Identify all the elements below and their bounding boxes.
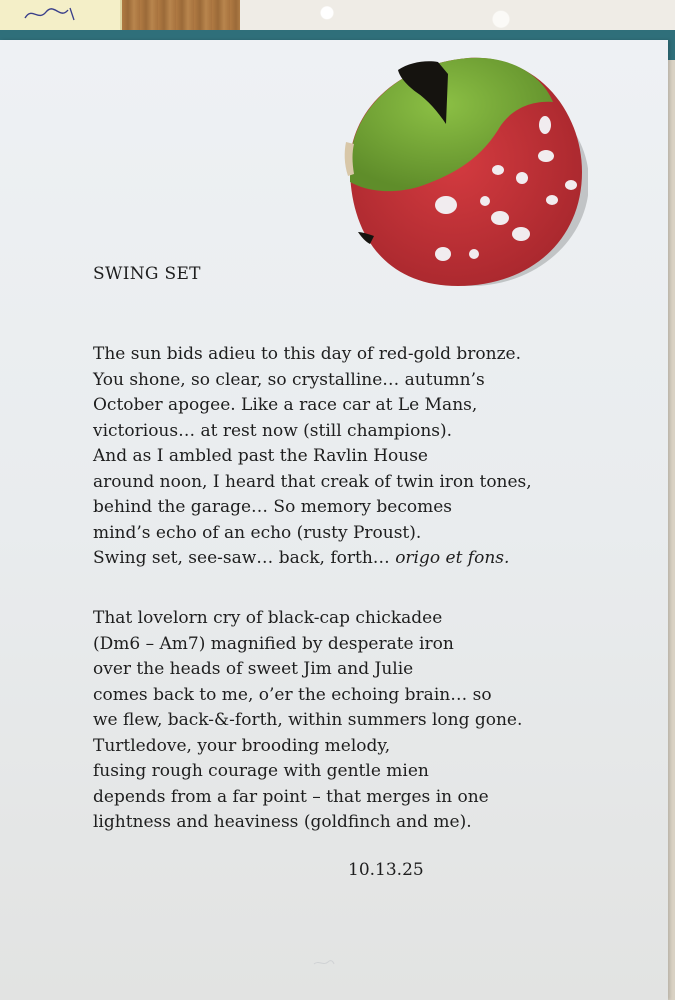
poem-line: over the heads of sweet Jim and Julie bbox=[93, 659, 414, 679]
background-top-strip bbox=[0, 0, 675, 34]
paper-towel bbox=[240, 0, 675, 32]
poem-line: we flew, back-&-forth, within summers long gone. bbox=[93, 710, 523, 730]
scribble-icon bbox=[20, 4, 90, 24]
poem-line: The sun bids adieu to this day of red-gold bronze. bbox=[93, 344, 522, 364]
poem-line: comes back to me, o’er the echoing brain… so bbox=[93, 684, 492, 705]
poem-line bbox=[93, 546, 532, 572]
poem-line: That lovelorn cry of black-cap chickadee bbox=[93, 608, 443, 628]
poem-line: behind the garage… So memory becomes bbox=[93, 497, 452, 517]
sticky-note bbox=[0, 0, 122, 30]
poem-line: victorious… at rest now (still champions). bbox=[93, 420, 453, 441]
paper-smudge-icon bbox=[312, 958, 336, 968]
poem-line: around noon, I heard that creak of twin iron tones, bbox=[93, 471, 532, 492]
poem-title: SWING SET bbox=[93, 264, 201, 284]
poem-line: And as I ambled past the Ravlin House bbox=[93, 446, 428, 466]
poem-line: mind’s echo of an echo (rusty Proust). bbox=[93, 522, 422, 543]
poem-line-text: Swing set, see-saw… back, forth… bbox=[93, 548, 396, 568]
poem-stanza-2 bbox=[93, 606, 522, 836]
poem-line-italic: origo et fons. bbox=[395, 548, 510, 568]
poem-line: fusing rough courage with gentle mien bbox=[93, 761, 429, 781]
poem-line: lightness and heaviness (goldfinch and me). bbox=[93, 812, 472, 832]
poem-line: (Dm6 – Am7) magnified by desperate iron bbox=[93, 633, 454, 654]
poem-stanza-1 bbox=[93, 342, 532, 572]
poem-line: Turtledove, your brooding melody, bbox=[93, 735, 391, 756]
poem-line: You shone, so clear, so crystalline… autumn’s bbox=[93, 369, 485, 390]
wood-surface bbox=[122, 0, 240, 32]
poem-line: October apogee. Like a race car at Le Mans, bbox=[93, 395, 478, 415]
painted-strawberry-rock-icon bbox=[338, 52, 588, 292]
poem-date: 10.13.25 bbox=[348, 860, 424, 880]
poem-line: depends from a far point – that merges in one bbox=[93, 786, 489, 807]
